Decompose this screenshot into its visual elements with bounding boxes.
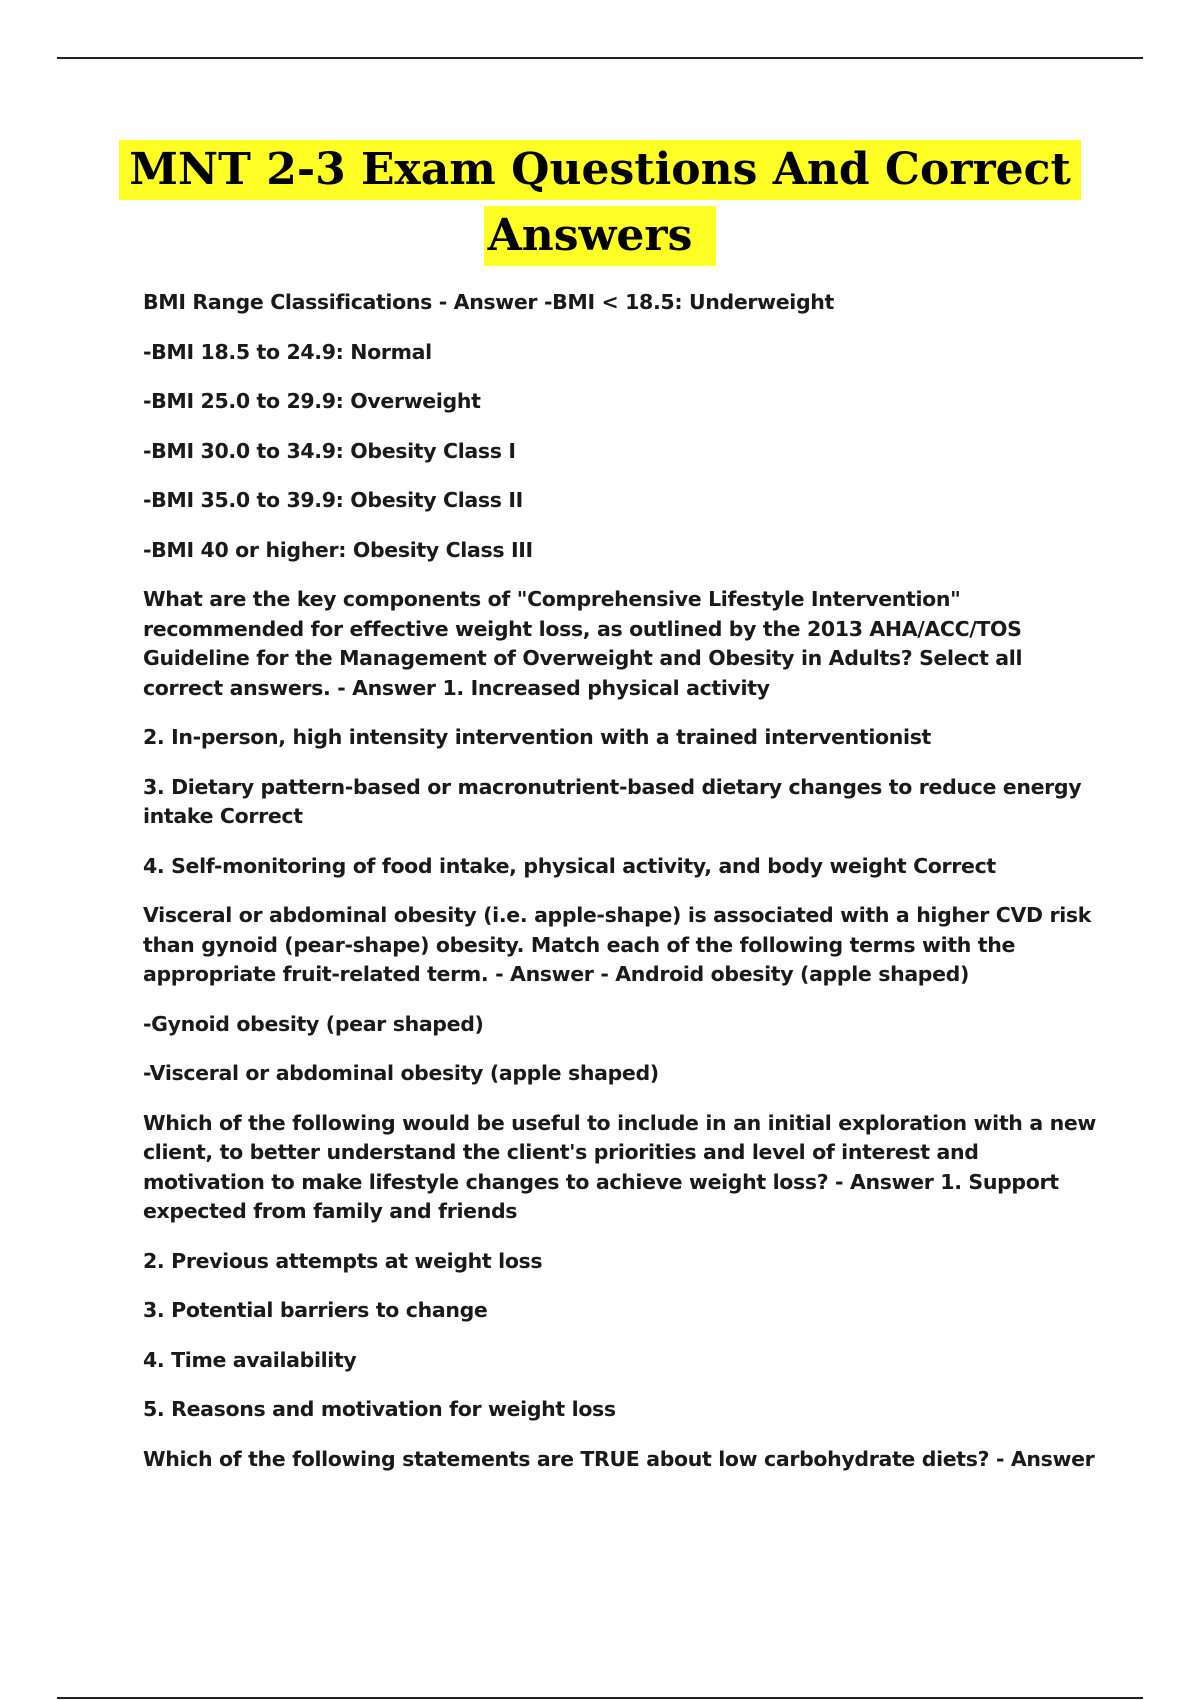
title-line-2: Answers bbox=[484, 206, 717, 266]
paragraph-gynoid: -Gynoid obesity (pear shaped) bbox=[143, 1011, 484, 1036]
document-title bbox=[0, 140, 1200, 266]
title-line-1: MNT 2-3 Exam Questions And Correct bbox=[119, 140, 1081, 200]
paragraph-answer-4: 4. Self-monitoring of food intake, physical activity, and body weight Correct bbox=[143, 853, 996, 878]
document-body bbox=[143, 288, 1103, 1494]
bottom-divider bbox=[57, 1697, 1143, 1699]
paragraph-bmi-overweight: -BMI 25.0 to 29.9: Overweight bbox=[143, 389, 481, 413]
paragraph-bmi-underweight: BMI Range Classifications - Answer -BMI < 18.5: Underweight bbox=[143, 290, 834, 314]
paragraph-question-low-carb: Which of the following statements are TRUE about low carbohydrate diets? - Answer bbox=[143, 1446, 1095, 1471]
paragraph-time: 4. Time availability bbox=[143, 1347, 357, 1372]
paragraph-reasons: 5. Reasons and motivation for weight loss bbox=[143, 1397, 616, 1421]
paragraph-bmi-obesity-1: -BMI 30.0 to 34.9: Obesity Class I bbox=[143, 438, 516, 463]
paragraph-answer-2: 2. In-person, high intensity intervention with a trained interventionist bbox=[143, 725, 931, 749]
paragraph-previous-attempts: 2. Previous attempts at weight loss bbox=[143, 1248, 543, 1273]
paragraph-bmi-obesity-2: -BMI 35.0 to 39.9: Obesity Class II bbox=[143, 488, 523, 512]
paragraph-answer-3: 3. Dietary pattern-based or macronutrient-based dietary changes to reduce energy intake Correct bbox=[143, 774, 1082, 828]
paragraph-question-lifestyle: What are the key components of "Comprehensive Lifestyle Intervention" recommended for effective weight loss, as outlined by the 2013 AHA/ACC/TOS Guideline for the Management of Overweight and Obesity in Adults? Select all correct answers. - Answer 1. Increased physical activity bbox=[143, 587, 1023, 700]
paragraph-bmi-normal: -BMI 18.5 to 24.9: Normal bbox=[143, 339, 432, 364]
paragraph-bmi-obesity-3: -BMI 40 or higher: Obesity Class III bbox=[143, 537, 533, 562]
top-divider bbox=[57, 57, 1143, 59]
paragraph-question-obesity-shape: Visceral or abdominal obesity (i.e. apple-shape) is associated with a higher CVD risk than gynoid (pear-shape) obesity. Match each of the following terms with the appropriate fruit-related term. - Answer - Android obesity (apple shaped) bbox=[143, 903, 1092, 986]
paragraph-visceral: -Visceral or abdominal obesity (apple shaped) bbox=[143, 1061, 659, 1085]
paragraph-question-exploration: Which of the following would be useful to include in an initial exploration with a new client, to better understand the client's priorities and level of interest and motivation to make lifestyle changes to achieve weight loss? - Answer 1. Support expected from family and friends bbox=[143, 1110, 1096, 1223]
paragraph-barriers: 3. Potential barriers to change bbox=[143, 1298, 488, 1322]
